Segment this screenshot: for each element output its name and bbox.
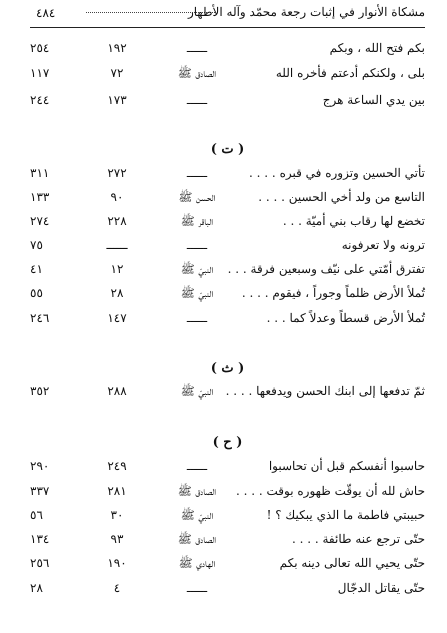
entry-page: ١١٧ xyxy=(30,66,50,80)
entry-speaker: الصادق ﷺ xyxy=(177,532,217,546)
entry-speaker: ــــــ xyxy=(186,238,208,252)
entry-speaker: الهادي ﷺ xyxy=(178,556,216,570)
entry-text: بين يدي الساعة هرج xyxy=(322,93,425,107)
entry-speaker: ــــــ xyxy=(186,459,208,473)
entry-page: ٢٩٠ xyxy=(30,459,50,473)
entry-hadith-number: ١٢ xyxy=(110,262,124,276)
entry-speaker: ــــــ xyxy=(186,166,208,180)
entry-hadith-number: ٢٤٩ xyxy=(107,459,127,473)
entry-speaker: النبيّ ﷺ xyxy=(180,508,214,522)
entry-hadith-number: ٣٠ xyxy=(110,508,124,522)
entry-speaker: النبيّ ﷺ xyxy=(180,262,214,276)
entry-text: تفترق أمّتي على نيّف وسبعين فرقة . . . xyxy=(227,262,425,276)
entry-page: ٣١١ xyxy=(30,166,50,180)
entry-text: تأتي الحسين وتزوره في قبره . . . . xyxy=(249,166,425,180)
entry-text: بكم فتح الله ، وبكم xyxy=(329,41,425,55)
entry-page: ٧٥ xyxy=(30,238,43,252)
section-heading-th: ( ث ) xyxy=(210,361,245,376)
entry-text: التاسع من ولد أخي الحسين . . . . xyxy=(258,190,425,204)
entry-page: ٢٥٤ xyxy=(30,41,50,55)
entry-speaker: ــــــ xyxy=(186,311,208,325)
index-entry xyxy=(30,556,425,576)
running-header xyxy=(30,4,425,26)
entry-page: ٣٥٢ xyxy=(30,384,50,398)
entry-page: ٢٤٤ xyxy=(30,93,50,107)
entry-speaker: الباقر ﷺ xyxy=(180,214,214,228)
entry-text: تُملأ الأرض ظلماً وجوراً ، فيقوم . . . . xyxy=(241,286,425,300)
entry-hadith-number: ١٩٠ xyxy=(107,556,127,570)
entry-hadith-number: ١٤٧ xyxy=(107,311,127,325)
entry-page: ٢٤٦ xyxy=(30,311,50,325)
entry-hadith-number: ٢٨ xyxy=(110,286,124,300)
index-entry xyxy=(30,190,425,210)
entry-page: ١٣٤ xyxy=(30,532,50,546)
entry-text: بلى ، ولكنكم أدعتم فأخره الله xyxy=(275,66,425,80)
entry-page: ٥٦ xyxy=(30,508,43,522)
entry-hadith-number: ٢٢٨ xyxy=(107,214,127,228)
entry-hadith-number: ــــــ xyxy=(106,238,128,252)
entry-speaker: الصادق ﷺ xyxy=(177,66,217,80)
entry-text: تخضع لها رقاب بني أميّة . . . xyxy=(282,214,425,228)
header-rule xyxy=(30,27,425,28)
entry-page: ٢٧٤ xyxy=(30,214,50,228)
entry-hadith-number: ٢٧٢ xyxy=(107,166,127,180)
entry-text: حاش لله أن يوقّت ظهوره بوقت . . . . xyxy=(236,484,425,498)
index-entry xyxy=(30,311,425,331)
entry-speaker: ــــــ xyxy=(186,93,208,107)
index-entry xyxy=(30,93,425,113)
index-entry xyxy=(30,262,425,282)
entry-page: ٣٣٧ xyxy=(30,484,50,498)
entry-hadith-number: ٩٠ xyxy=(110,190,124,204)
entry-page: ١٣٣ xyxy=(30,190,50,204)
section-heading-t: ( ت ) xyxy=(210,142,245,157)
entry-text: حبيبتي فاطمة ما الذي يبكيك ؟ ! xyxy=(266,508,425,522)
entry-page: ٢٨ xyxy=(30,581,43,595)
entry-text: حتّى ترجع عنه طائفة . . . . xyxy=(291,532,425,546)
index-entry xyxy=(30,166,425,186)
entry-speaker: الحسن ﷺ xyxy=(178,190,216,204)
section-heading-h: ( ح ) xyxy=(212,435,243,450)
entry-text: حاسبوا أنفسكم قبل أن تحاسبوا xyxy=(268,459,425,473)
entry-hadith-number: ٢٨٨ xyxy=(107,384,127,398)
entry-text: حتّى يقاتل الدجّال xyxy=(337,581,425,595)
entry-hadith-number: ٧٢ xyxy=(110,66,124,80)
entry-text: ثمّ تدفعها إلى ابنك الحسن ويدفعها . . . . xyxy=(225,384,425,398)
page-number: ٤٨٤ xyxy=(36,6,56,20)
entry-page: ٥٥ xyxy=(30,286,43,300)
entry-speaker: النبيّ ﷺ xyxy=(180,384,214,398)
index-entry xyxy=(30,384,425,404)
entry-speaker: ــــــ xyxy=(186,41,208,55)
index-entry xyxy=(30,484,425,504)
entry-speaker: الصادق ﷺ xyxy=(177,484,217,498)
entry-text: ترونه ولا تعرفونه xyxy=(341,238,425,252)
index-entry xyxy=(30,238,425,258)
index-entry xyxy=(30,581,425,601)
index-entry xyxy=(30,66,425,86)
entry-hadith-number: ١٩٢ xyxy=(107,41,127,55)
entry-hadith-number: ٤ xyxy=(113,581,121,595)
index-entry xyxy=(30,286,425,306)
index-entry xyxy=(30,214,425,234)
book-title: مشكاة الأنوار في إثبات رجعة محمّد وآله الأطهار xyxy=(187,5,425,19)
index-entry xyxy=(30,508,425,528)
entry-speaker: النبيّ ﷺ xyxy=(180,286,214,300)
entry-hadith-number: ٩٣ xyxy=(110,532,124,546)
entry-text: حتّى يحيي الله تعالى دينه بكم xyxy=(279,556,425,570)
entry-hadith-number: ٢٨١ xyxy=(107,484,127,498)
entry-speaker: ــــــ xyxy=(186,581,208,595)
index-entry xyxy=(30,41,425,61)
entry-hadith-number: ١٧٣ xyxy=(107,93,127,107)
entry-page: ٤١ xyxy=(30,262,43,276)
entry-text: تُملأ الأرض قسطاً وعدلاً كما . . . xyxy=(266,311,425,325)
index-entry xyxy=(30,459,425,479)
entry-page: ٢٥٦ xyxy=(30,556,50,570)
index-entry xyxy=(30,532,425,552)
